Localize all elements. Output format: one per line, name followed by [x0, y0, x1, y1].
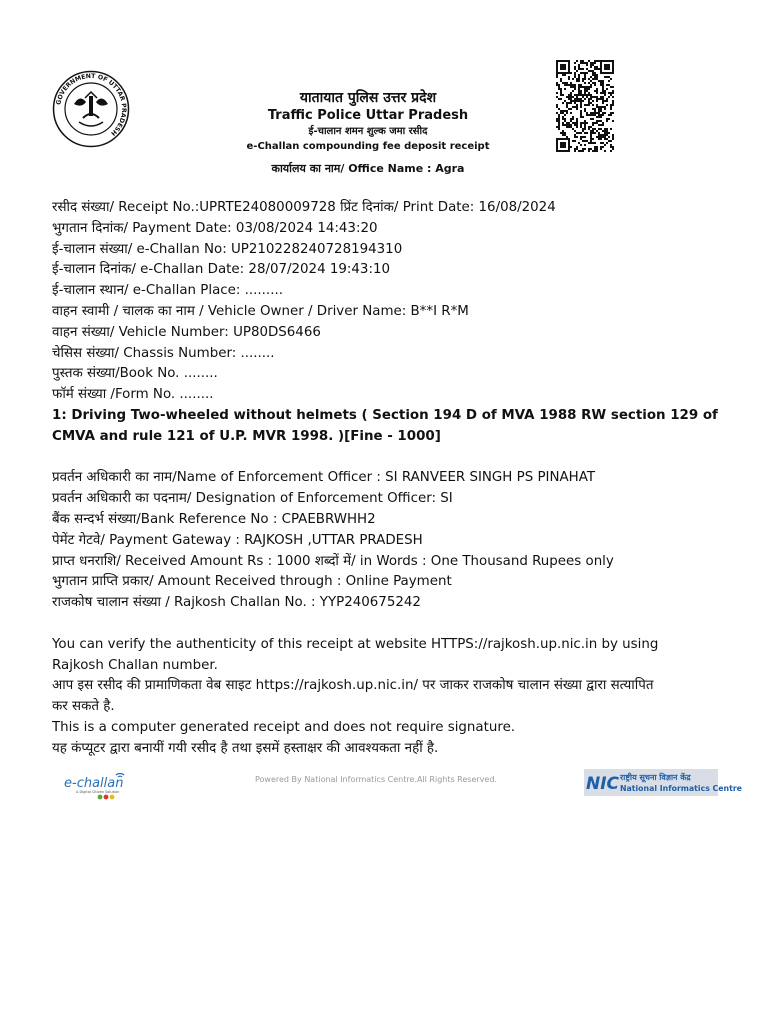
verify-note-hindi-1: आप इस रसीद की प्रामाणिकता वेब साइट https://rajkosh.up.nic.in/ पर जाकर राजकोष चालान संख्या द्वारा सत्यापित	[52, 678, 654, 694]
payment-date-line: भुगतान दिनांक/ Payment Date: 03/08/2024 14:43:20	[52, 220, 378, 236]
nic-hindi-name: राष्ट्रीय सूचना विज्ञान केंद्र	[620, 773, 691, 782]
header-english-subtitle: e-Challan compounding fee deposit receipt	[246, 141, 490, 152]
echallan-tagline: A Digital Citizen Solution	[76, 790, 120, 794]
receipt-header	[200, 89, 536, 177]
computer-generated-note-english: This is a computer generated receipt and does not require signature.	[52, 719, 516, 735]
wifi-icon	[116, 773, 124, 775]
challan-place-line: ई-चालान स्थान/ e-Challan Place: .........	[52, 283, 283, 299]
receipt-body	[52, 198, 732, 760]
verify-note-hindi-2: कर सकते है.	[52, 699, 115, 715]
verify-note-english-2: Rajkosh Challan number.	[52, 657, 218, 673]
challan-date-line: ई-चालान दिनांक/ e-Challan Date: 28/07/2024 19:43:10	[52, 262, 390, 278]
header-hindi-subtitle: ई-चालान शमन शुल्क जमा रसीद	[308, 126, 428, 137]
amount-received-through-line: भुगतान प्राप्ति प्रकार/ Amount Received through : Online Payment	[52, 574, 452, 590]
echallan-logo	[62, 767, 134, 801]
officer-designation-line: प्रवर्तन अधिकारी का पदनाम/ Designation of Enforcement Officer: SI	[52, 491, 453, 507]
echallan-logo-text: e-challan	[64, 776, 124, 791]
nic-logo	[584, 769, 742, 796]
bank-reference-line: बैंक सन्दर्भ संख्या/Bank Reference No : CPAEBRWHH2	[52, 511, 376, 527]
payment-gateway-line: पेमेंट गेटवे/ Payment Gateway : RAJKOSH ,UTTAR PRADESH	[52, 532, 423, 548]
government-seal-icon	[52, 70, 130, 148]
header-hindi-title: यातायात पुलिस उत्तर प्रदेश	[299, 90, 437, 106]
nic-abbr: NIC	[586, 774, 620, 794]
svg-text:GOVERNMENT OF UTTAR PRADESH: GOVERNMENT OF UTTAR PRADESH	[55, 72, 128, 137]
nic-english-name: National Informatics Centre	[620, 784, 742, 793]
chassis-number-line: चेसिस संख्या/ Chassis Number: ........	[52, 345, 275, 361]
received-amount-line: प्राप्त धनराशि/ Received Amount Rs : 1000 शब्दों में/ in Words : One Thousand Rupees only	[52, 553, 614, 569]
header-english-title: Traffic Police Uttar Pradesh	[267, 108, 469, 123]
office-name: कार्यालय का नाम/ Office Name : Agra	[271, 162, 465, 175]
officer-name-line: प्रवर्तन अधिकारी का नाम/Name of Enforcement Officer : SI RANVEER SINGH PS PINAHAT	[52, 470, 596, 486]
powered-by-text: Powered By National Informatics Centre.All Rights Reserved.	[255, 775, 497, 784]
computer-generated-note-hindi: यह कंप्यूटर द्वारा बनायीं गयी रसीद है तथा इसमें हस्ताक्षर की आवश्यकता नहीं है.	[52, 740, 439, 756]
challan-number-line: ई-चालान संख्या/ e-Challan No: UP210228240728194310	[52, 241, 403, 257]
owner-name-line: वाहन स्वामी / चालक का नाम / Vehicle Owner / Driver Name: B**I R*M	[52, 303, 469, 319]
receipt-number-line: रसीद संख्या/ Receipt No.:UPRTE24080009728 प्रिंट दिनांक/ Print Date: 16/08/2024	[52, 200, 556, 215]
offence-description: 1: Driving Two-wheeled without helmets ( Section 194 D of MVA 1988 RW section 129 of CMVA and rule 121 of U.P. MVR 1998. )[Fine - 1000]	[52, 407, 718, 444]
qr-code-icon	[556, 58, 614, 154]
verify-note-english-1: You can verify the authenticity of this receipt at website HTTPS://rajkosh.up.nic.in by using	[52, 636, 659, 652]
rajkosh-challan-line: राजकोष चालान संख्या / Rajkosh Challan No. : YYP240675242	[52, 595, 421, 611]
form-number-line: फॉर्म संख्या /Form No. ........	[52, 387, 214, 403]
vehicle-number-line: वाहन संख्या/ Vehicle Number: UP80DS6466	[52, 324, 321, 340]
book-number-line: पुस्तक संख्या/Book No. ........	[52, 366, 218, 382]
